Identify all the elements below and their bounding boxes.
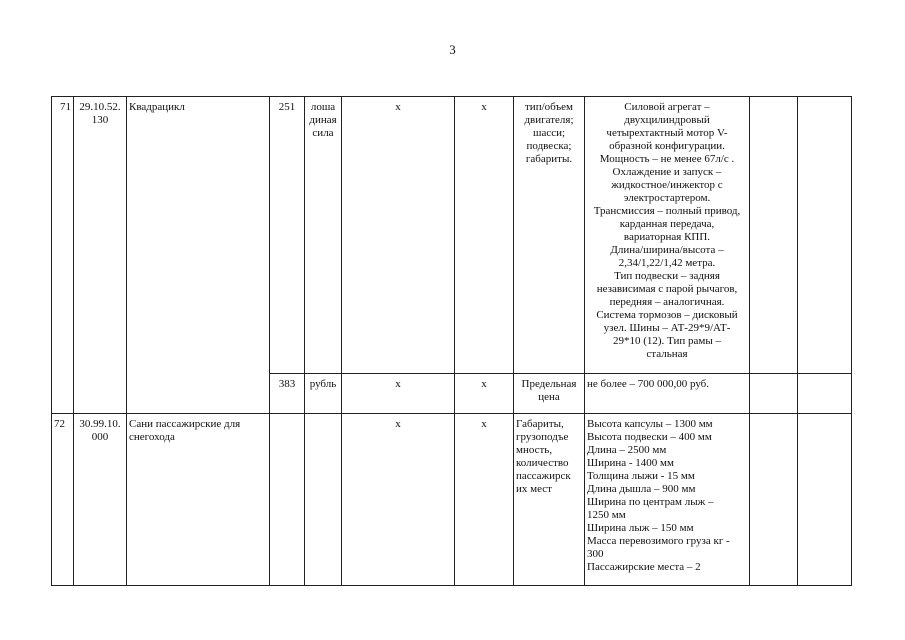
unit-code-cell: 383 <box>270 374 305 414</box>
x-cell: х <box>342 374 455 414</box>
row-number-cell: 71 <box>52 97 74 414</box>
empty-cell <box>750 374 798 414</box>
empty-cell <box>798 97 852 374</box>
unit-name-cell: рубль <box>305 374 342 414</box>
okpd-code-cell: 30.99.10. 000 <box>74 414 127 586</box>
empty-cell <box>750 414 798 586</box>
characteristic-cell: Предельная цена <box>514 374 585 414</box>
value-cell: не более – 700 000,00 руб. <box>585 374 750 414</box>
table-row <box>52 97 852 374</box>
empty-cell <box>798 414 852 586</box>
x-cell: х <box>455 97 514 374</box>
unit-code-cell: 251 <box>270 97 305 374</box>
table-row <box>52 414 852 586</box>
x-cell: х <box>342 414 455 586</box>
specification-table <box>51 96 852 586</box>
okpd-code-cell: 29.10.52. 130 <box>74 97 127 414</box>
unit-name-cell: лоша диная сила <box>305 97 342 374</box>
x-cell: х <box>455 374 514 414</box>
characteristic-cell: Габариты, грузоподъе мность, количество пассажирск их мест <box>514 414 585 586</box>
row-number-cell: 72 <box>52 414 74 586</box>
value-cell: Высота капсулы – 1300 мм Высота подвески – 400 мм Длина – 2500 мм Ширина - 1400 мм Толщина лыжи - 15 мм Длина дышла – 900 мм Ширина по центрам лыж – 1250 мм Ширина лыж – 150 мм Масса перевозимого груза кг - 300 Пассажирские места – 2 <box>585 414 750 586</box>
value-cell: Силовой агрегат – двухцилиндровый четырехтактный мотор V- образной конфигурации. Мощность – не менее 67л/с . Охлаждение и запуск – жидкостное/инжектор с электростартером. Трансмиссия – полный привод, карданная передача, вариаторная КПП. Длина/ширина/высота – 2,34/1,22/1,42 метра. Тип подвески – задняя независимая с парой рычагов, передняя – аналогичная. Система тормозов – дисковый узел. Шины – АТ-29*9/АТ- 29*10 (12). Тип рамы – стальная <box>585 97 750 374</box>
item-name-cell: Квадрацикл <box>127 97 270 414</box>
page-number: 3 <box>449 42 456 57</box>
characteristic-cell: тип/объем двигателя; шасси; подвеска; габариты. <box>514 97 585 374</box>
empty-cell <box>750 97 798 374</box>
unit-name-cell <box>305 414 342 586</box>
unit-code-cell <box>270 414 305 586</box>
x-cell: х <box>455 414 514 586</box>
item-name-cell: Сани пассажирские для снегохода <box>127 414 270 586</box>
x-cell: х <box>342 97 455 374</box>
empty-cell <box>798 374 852 414</box>
